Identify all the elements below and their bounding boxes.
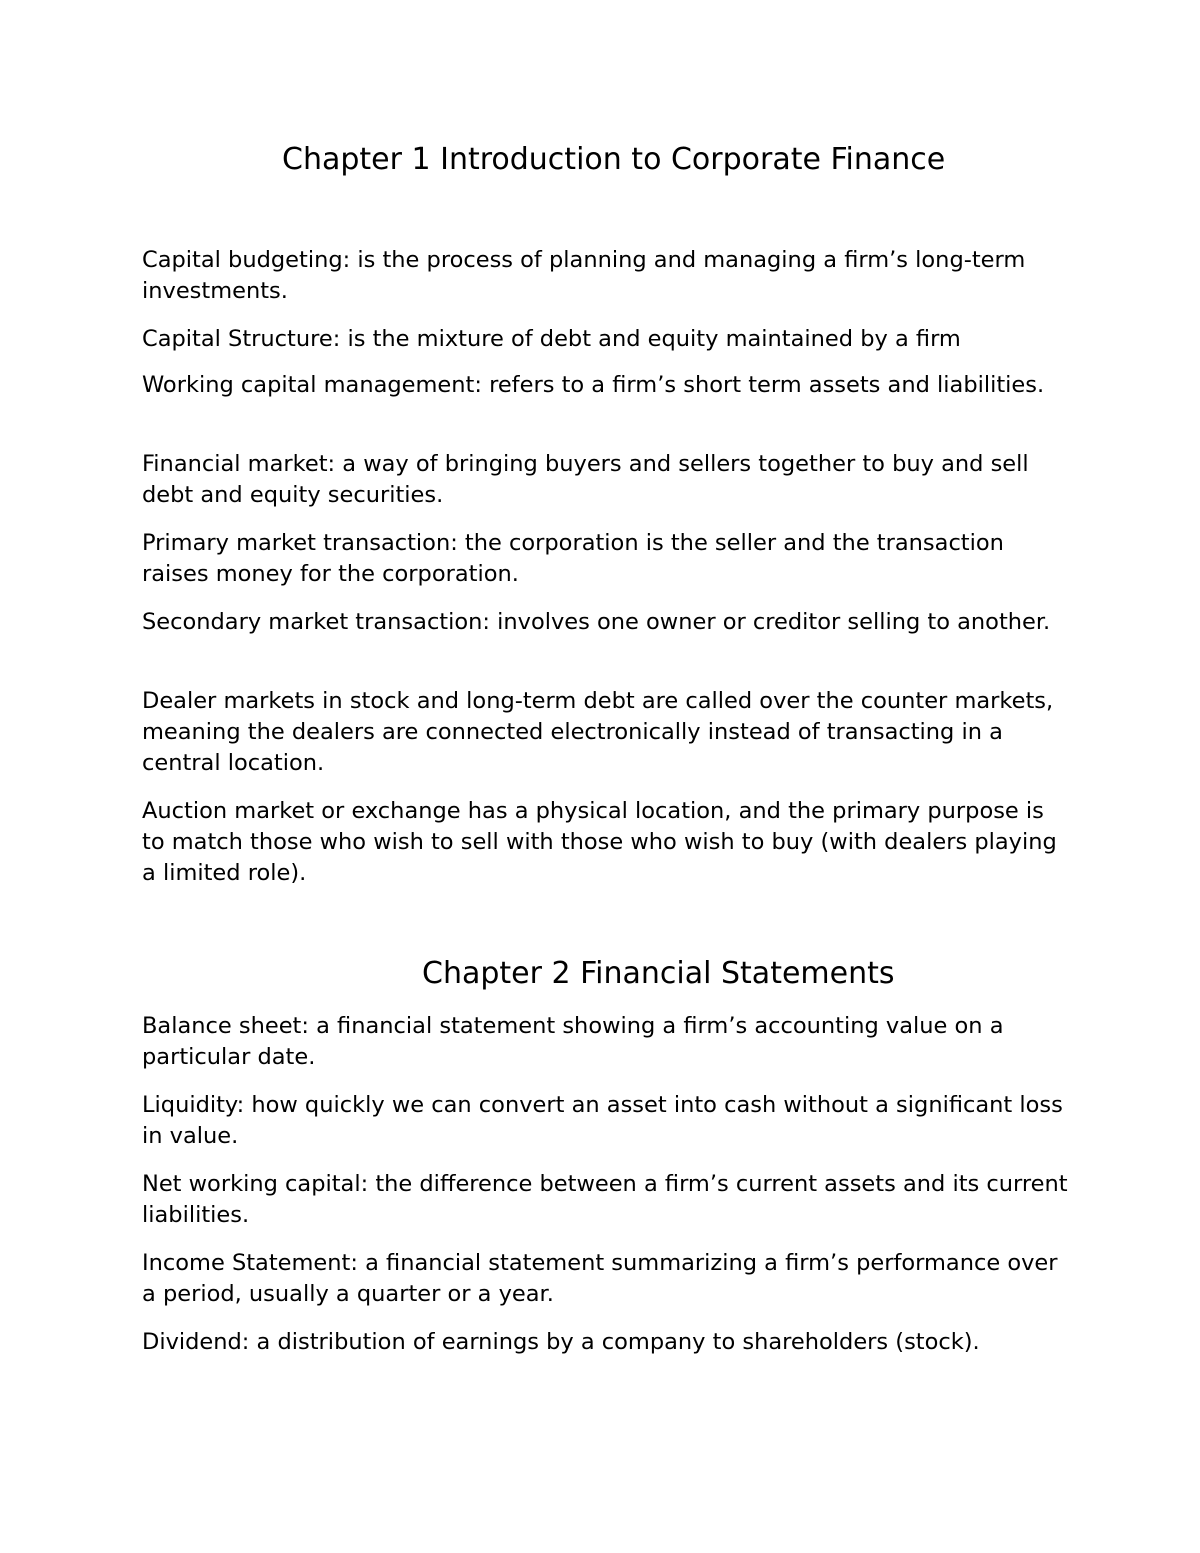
paragraph-income-statement: Income Statement: a financial statement summarizing a firm’s performance over a period, usually a quarter or a year.	[142, 1250, 1058, 1307]
paragraph-secondary-market-transaction: Secondary market transaction: involves one owner or creditor selling to another.	[142, 609, 1051, 635]
paragraph-primary-market-transaction: Primary market transaction: the corporation is the seller and the transaction raises money for the corporation.	[142, 530, 1004, 587]
chapter-1-title: Chapter 1 Introduction to Corporate Finance	[282, 142, 946, 177]
paragraph-liquidity: Liquidity: how quickly we can convert an asset into cash without a significant loss in value.	[142, 1092, 1063, 1149]
paragraph-dealer-markets: Dealer markets in stock and long-term debt are called over the counter markets, meaning the dealers are connected electronically instead of transacting in a central location.	[142, 688, 1054, 776]
paragraph-net-working-capital: Net working capital: the difference between a firm’s current assets and its current liabilities.	[142, 1171, 1068, 1228]
paragraph-balance-sheet: Balance sheet: a financial statement showing a firm’s accounting value on a particular date.	[142, 1013, 1004, 1070]
paragraph-capital-budgeting: Capital budgeting: is the process of planning and managing a firm’s long-term investments.	[142, 247, 1026, 304]
paragraph-dividend: Dividend: a distribution of earnings by a company to shareholders (stock).	[142, 1329, 980, 1355]
paragraph-auction-market: Auction market or exchange has a physical location, and the primary purpose is to match those who wish to sell with those who wish to buy (with dealers playing a limited role).	[142, 798, 1057, 886]
paragraph-working-capital-management: Working capital management: refers to a firm’s short term assets and liabilities.	[142, 372, 1045, 398]
paragraph-financial-market: Financial market: a way of bringing buyers and sellers together to buy and sell debt and equity securities.	[142, 451, 1029, 508]
chapter-2-title: Chapter 2 Financial Statements	[422, 956, 895, 991]
paragraph-capital-structure: Capital Structure: is the mixture of debt and equity maintained by a firm	[142, 326, 961, 352]
